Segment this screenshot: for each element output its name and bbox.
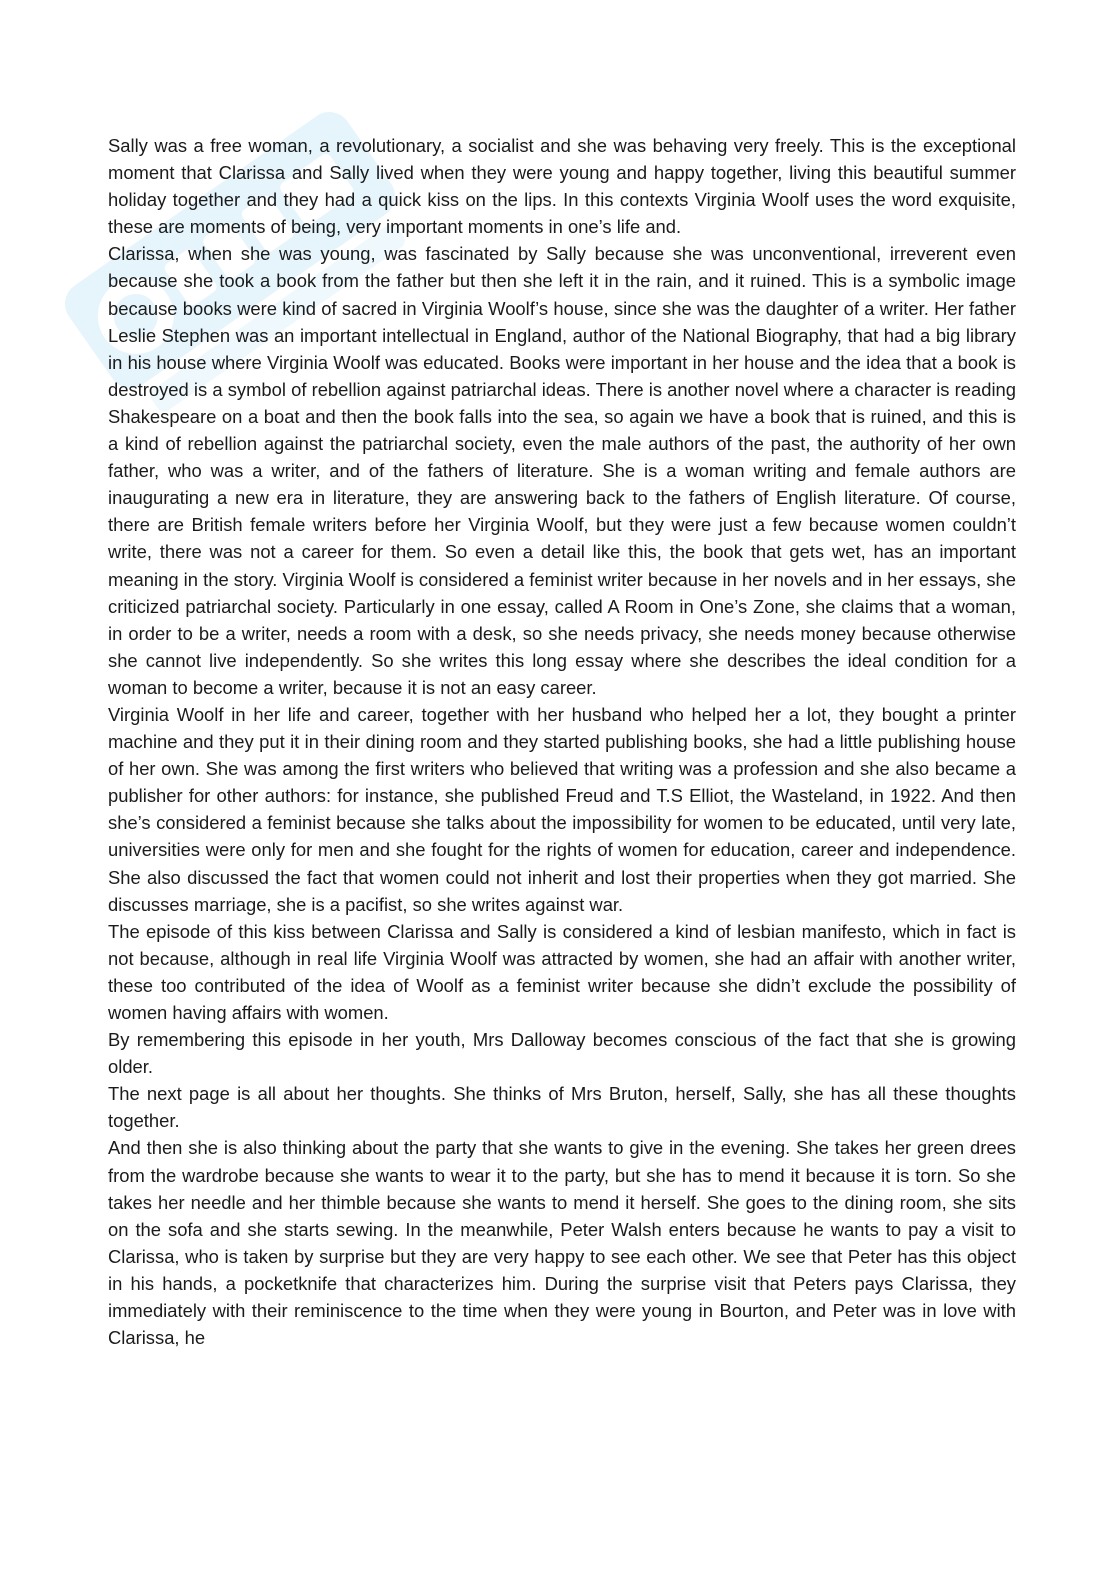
paragraph-5: By remembering this episode in her youth, Mrs Dalloway becomes conscious of the fact that she is growing older. (108, 1029, 1016, 1078)
paragraph-4: The episode of this kiss between Clarissa and Sally is considered a kind of lesbian manifesto, which in fact is not because, although in real life Virginia Woolf was attracted by women, she had an affair with another writer, these too contributed of the idea of Woolf as a feminist writer because she didn’t exclude the possibility of women having affairs with women. (108, 920, 1016, 1023)
paragraph-2: Clarissa, when she was young, was fascinated by Sally because she was unconventional, irreverent even because she took a book from the father but then she left it in the rain, and it ruined. This is a symbolic image because books were kind of sacred in Virginia Woolf’s house, since she was the daughter of a writer. Her father Leslie Stephen was an important intellectual in England, author of the National Biography, that had a big library in his house where Virginia Woolf was educated. Books were important in her house and the idea that a book is destroyed is a symbol of rebellion against patriarchal ideas. There is another novel where a character is reading Shakespeare on a boat and then the book falls into the sea, so again we have a book that is ruined, and this is a kind of rebellion against the patriarchal society, even the male authors of the past, the authority of her own father, who was a writer, and of the fathers of literature. She is a woman writing and female authors are inaugurating a new era in literature, they are answering back to the fathers of English literature. Of course, there are British female writers before her Virginia Woolf, but they were just a few because women couldn’t write, there was not a career for them. So even a detail like this, the book that gets wet, has an important meaning in the story. Virginia Woolf is considered a feminist writer because in her novels and in her essays, she criticized patriarchal society. Particularly in one essay, called A Room in One’s Zone, she claims that a woman, in order to be a writer, needs a room with a desk, so she needs privacy, she needs money because otherwise she cannot live independently. So she writes this long essay where she describes the ideal condition for a woman to become a writer, because it is not an easy career. (108, 243, 1016, 698)
paragraph-3: Virginia Woolf in her life and career, together with her husband who helped her a lot, they bought a printer machine and they put it in their dining room and they started publishing books, she had a little publishing house of her own. She was among the first writers who believed that writing was a profession and she also became a publisher for other authors: for instance, she published Freud and T.S Elliot, the Wasteland, in 1922. And then she’s considered a feminist because she talks about the impossibility for women to be educated, until very late, universities were only for men and she fought for the rights of women for education, career and independence. She also discussed the fact that women could not inherit and lost their properties when they got married. She discusses marriage, she is a pacifist, so she writes against war. (108, 703, 1016, 915)
paragraph-6: The next page is all about her thoughts. She thinks of Mrs Bruton, herself, Sally, she has all these thoughts together. (108, 1083, 1016, 1132)
paragraph-7: And then she is also thinking about the party that she wants to give in the evening. She takes her green drees from the wardrobe because she wants to wear it to the party, but she has to mend it because it is torn. So she takes her needle and her thimble because she wants to mend it herself. She goes to the dining room, she sits on the sofa and she starts sewing. In the meanwhile, Peter Walsh enters because he wants to pay a visit to Clarissa, who is taken by surprise but they are very happy to see each other. We see that Peter has this object in his hands, a pocketknife that characterizes him. During the surprise visit that Peters pays Clarissa, they immediately with their reminiscence to the time when they were young in Bourton, and Peter was in love with Clarissa, he (108, 1137, 1016, 1349)
document-body (108, 132, 1016, 1351)
paragraph-1: Sally was a free woman, a revolutionary, a socialist and she was behaving very freely. This is the exceptional moment that Clarissa and Sally lived when they were young and happy together, living this beautiful summer holiday together and they had a quick kiss on the lips. In this contexts Virginia Woolf uses the word exquisite, these are moments of being, very important moments in one’s life and. (108, 135, 1016, 238)
